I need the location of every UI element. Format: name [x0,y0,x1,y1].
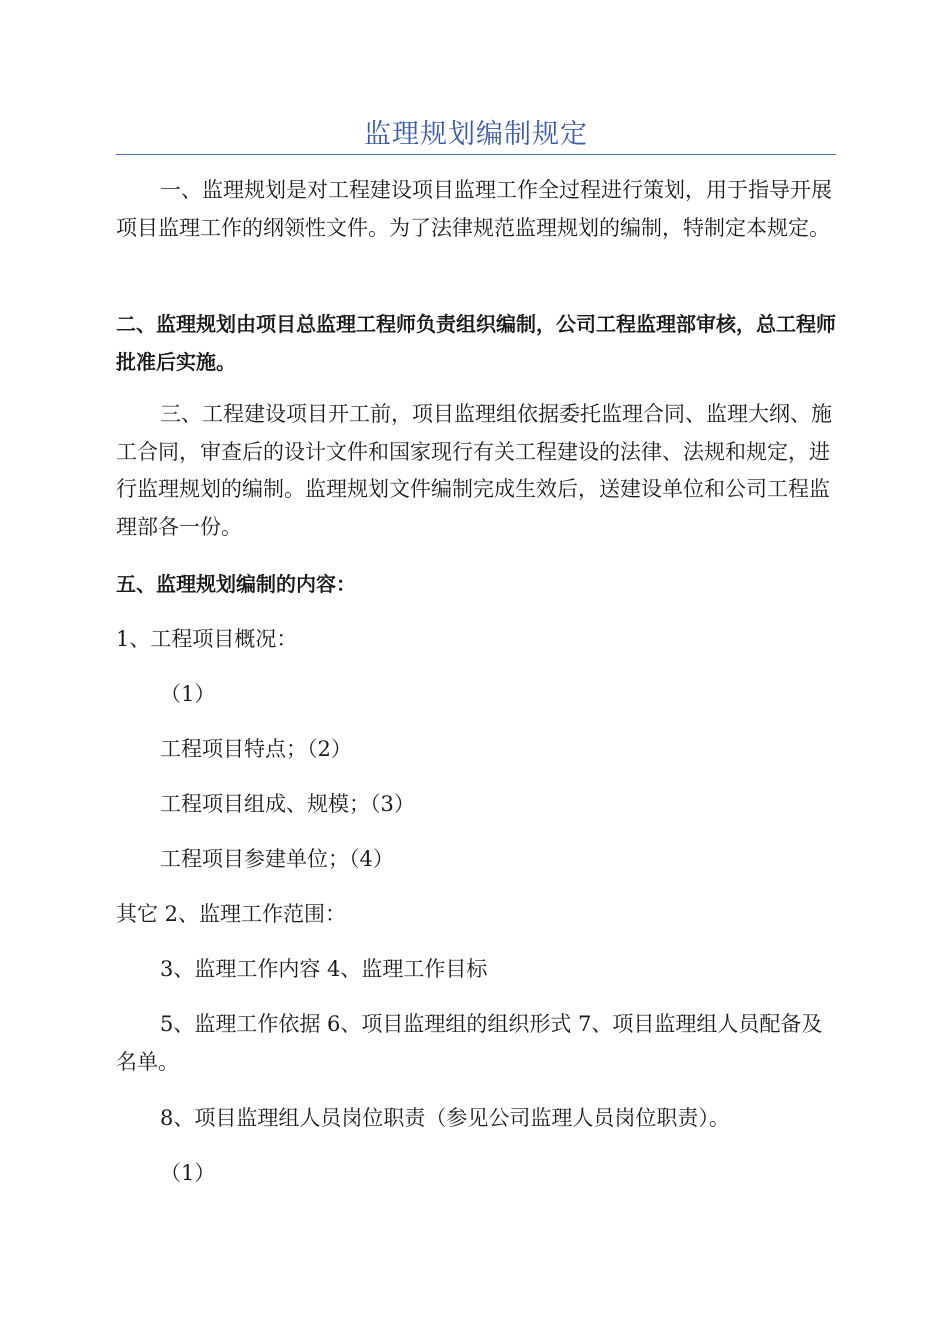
list-item-project-overview: 1、工程项目概况： [116,627,298,651]
document-title: 监理规划编制规定 [364,119,588,150]
paragraph-3: 三、工程建设项目开工前，项目监理组依据委托监理合同、监理大纲、施工合同，审查后的设计文件和国家现行有关工程建设的法律、法规和规定，进行监理规划的编制。监理规划文件编制完成生效后，送建设单位和公司工程监理部各一份。 [116,402,832,539]
paragraph-2: 二、监理规划由项目总监理工程师负责组织编制，公司工程监理部审核，总工程师批准后实施。 [116,312,836,374]
list-subitem-1b: （1） [160,1161,216,1185]
list-subitem-4: 工程项目参建单位；（4） [160,847,394,871]
list-subitem-3: 工程项目组成、规模；（3） [160,792,415,816]
section-heading-contents: 五、监理规划编制的内容： [116,572,356,596]
paragraph-1: 一、监理规划是对工程建设项目监理工作全过程进行策划，用于指导开展项目监理工作的纲领性文件。为了法律规范监理规划的编制，特制定本规定。 [116,178,832,240]
list-subitem-2: 工程项目特点；（2） [160,737,352,761]
list-item-basis-organization: 5、监理工作依据 6、项目监理组的组织形式 7、项目监理组人员配备及名单。 [116,1012,823,1074]
list-item-responsibilities: 8、项目监理组人员岗位职责（参见公司监理人员岗位职责）。 [160,1106,730,1130]
title-underline [116,154,836,155]
list-item-content-goals: 3、监理工作内容 4、监理工作目标 [160,957,488,981]
list-subitem-1: （1） [160,682,216,706]
list-item-scope: 其它 2、监理工作范围： [116,902,347,926]
